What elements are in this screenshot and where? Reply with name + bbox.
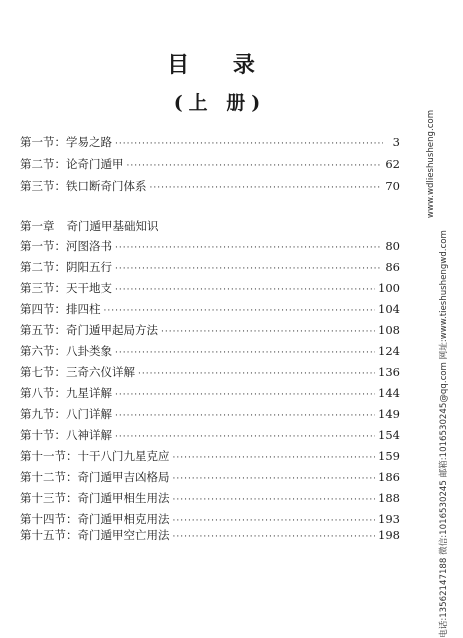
leader-dots <box>115 139 383 149</box>
toc-entry[interactable] <box>20 134 400 154</box>
toc-entry-page: 86 <box>385 260 400 274</box>
leader-dots <box>115 243 382 253</box>
toc-entry-page: 62 <box>385 157 400 171</box>
leader-dots <box>173 495 376 505</box>
toc-entry-page: 108 <box>378 323 400 337</box>
toc-entry-page: 100 <box>378 281 400 295</box>
toc-entry-label: 第七节：三奇六仪详解 <box>20 365 135 379</box>
toc-entry-label: 第十节：八神详解 <box>20 428 112 442</box>
toc-entry-page: 186 <box>378 470 400 484</box>
toc-entry-label: 第一节：学易之路 <box>20 135 112 149</box>
toc-entry[interactable] <box>20 527 400 547</box>
toc-entry[interactable] <box>20 280 400 300</box>
toc-entry[interactable] <box>20 238 400 258</box>
toc-entry-page: 149 <box>378 407 400 421</box>
toc-entry[interactable] <box>20 156 400 176</box>
toc-entry-page: 159 <box>378 449 400 463</box>
page-title: 目 录 <box>167 52 273 78</box>
toc-entry-label: 第一节：河图洛书 <box>20 239 112 253</box>
leader-dots <box>115 411 375 421</box>
toc-entry[interactable] <box>20 178 400 198</box>
leader-dots <box>138 369 375 379</box>
leader-dots <box>115 348 375 358</box>
toc-entry[interactable] <box>20 427 400 447</box>
leader-dots <box>115 264 382 274</box>
leader-dots <box>150 183 383 193</box>
leader-dots <box>161 327 375 337</box>
toc-entry-label: 第六节：八卦类象 <box>20 344 112 358</box>
leader-dots <box>173 532 376 542</box>
chapter-heading[interactable] <box>20 218 159 234</box>
toc-entry-page: 136 <box>378 365 400 379</box>
toc-entry[interactable] <box>20 385 400 405</box>
toc-entry-label: 第十五节：奇门遁甲空亡用法 <box>20 528 170 542</box>
toc-entry-label: 第十四节：奇门遁甲相克用法 <box>20 512 170 526</box>
toc-entry-label: 第十三节：奇门遁甲相生用法 <box>20 491 170 505</box>
leader-dots <box>115 285 375 295</box>
toc-entry[interactable] <box>20 343 400 363</box>
toc-entry-page: 104 <box>378 302 400 316</box>
toc-entry-label: 第三节：天干地支 <box>20 281 112 295</box>
toc-entry[interactable] <box>20 322 400 342</box>
chapter-number: 第一章 <box>20 219 55 233</box>
leader-dots <box>173 474 376 484</box>
toc-entry[interactable] <box>20 301 400 321</box>
toc-entry-label: 第二节：阴阳五行 <box>20 260 112 274</box>
toc-entry-label: 第九节：八门详解 <box>20 407 112 421</box>
toc-entry-page: 188 <box>378 491 400 505</box>
toc-entry-page: 198 <box>378 528 400 542</box>
leader-dots <box>127 161 383 171</box>
toc-entry-label: 第三节：铁口断奇门体系 <box>20 179 147 193</box>
toc-entry-label: 第二节：论奇门遁甲 <box>20 157 124 171</box>
website-watermark: www.wdlieshusheng.com <box>426 109 436 219</box>
contact-watermark: 电话:13562147188 微信:1016530245 邮箱:1016530245@qq.com 网址:www.tieshushengwd.com <box>439 230 449 638</box>
toc-entry[interactable] <box>20 259 400 279</box>
leader-dots <box>173 516 376 526</box>
toc-entry-label: 第四节：排四柱 <box>20 302 101 316</box>
toc-entry-page: 124 <box>378 344 400 358</box>
chapter-title: 奇门遁甲基础知识 <box>66 219 159 233</box>
toc-entry-label: 第八节：九星详解 <box>20 386 112 400</box>
leader-dots <box>104 306 376 316</box>
leader-dots <box>115 432 375 442</box>
leader-dots <box>115 390 375 400</box>
toc-entry-label: 第十二节：奇门遁甲吉凶格局 <box>20 470 170 484</box>
toc-entry-page: 144 <box>378 386 400 400</box>
toc-entry-page: 193 <box>378 512 400 526</box>
side-watermark <box>419 4 459 638</box>
toc-entry[interactable] <box>20 469 400 489</box>
toc-entry-page: 70 <box>385 179 400 193</box>
toc-entry-page: 80 <box>385 239 400 253</box>
toc-entry[interactable] <box>20 364 400 384</box>
toc-entry[interactable] <box>20 490 400 510</box>
leader-dots <box>173 453 376 463</box>
toc-entry[interactable] <box>20 448 400 468</box>
toc-entry-page: 3 <box>392 135 400 149</box>
volume-subtitle: (上 册) <box>173 92 267 114</box>
toc-entry[interactable] <box>20 406 400 426</box>
toc-entry-label: 第五节：奇门遁甲起局方法 <box>20 323 158 337</box>
toc-entry-label: 第十一节：十干八门九星克应 <box>20 449 170 463</box>
toc-entry-page: 154 <box>378 428 400 442</box>
